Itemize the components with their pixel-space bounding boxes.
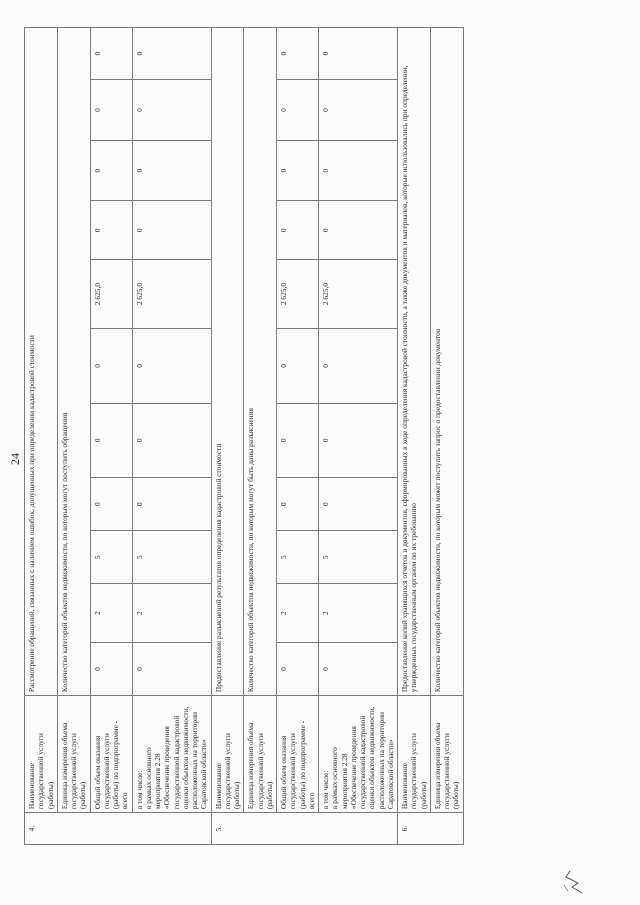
- value-cell: 0: [277, 403, 319, 477]
- value-cell: 0: [132, 329, 211, 403]
- table-row: [277, 28, 319, 845]
- table-row: [132, 28, 211, 845]
- row-label: [430, 696, 463, 813]
- table-row: [90, 28, 132, 845]
- row-label: [244, 696, 277, 813]
- merged-description: Количество категорий объектов недвижимости, по которым может поступить запрос о предоставлении документов: [430, 28, 463, 696]
- row-label-line: расположенных на территории: [190, 712, 199, 810]
- row-label-line: государственной кадастровой: [358, 715, 367, 810]
- row-label-line: (работы): [78, 781, 88, 810]
- row-label-line: Саратовской области»: [385, 739, 395, 810]
- row-label-line: государственной услуги: [442, 733, 451, 810]
- merged-description: Количество категорий объектов недвижимости, по которым могут быть даны разъяснения: [244, 28, 277, 696]
- row-label-line: всего: [306, 792, 316, 810]
- value-cell: 5: [277, 531, 319, 584]
- handwritten-mark-icon: [560, 869, 586, 895]
- value-cell: 0: [277, 478, 319, 531]
- value-cell: 0: [319, 201, 398, 260]
- row-label-line: мероприятия 2.28: [339, 753, 349, 810]
- row-label-line: Единица измерения объема: [246, 722, 256, 810]
- row-label-line: (работы) по подпрограмме -: [111, 720, 120, 810]
- value-cell: 2 625,0: [319, 259, 398, 328]
- value-cell: 0: [319, 403, 398, 477]
- row-label-line: государственной услуги: [222, 733, 232, 810]
- row-label: [132, 696, 211, 813]
- row-label-line: государственной услуги: [36, 733, 46, 810]
- row-label-line: (работы): [418, 781, 428, 810]
- row-label-line: всего: [120, 792, 130, 810]
- row-label-line: государственной услуги: [69, 733, 78, 810]
- row-label-line: государственной услуги: [255, 733, 265, 810]
- merged-description: Предоставление разъяснений результатов определения кадастровой стоимости: [211, 28, 244, 696]
- value-cell: 0: [90, 80, 132, 141]
- value-cell: 0: [277, 642, 319, 695]
- row-label: [25, 696, 58, 813]
- value-cell: 0: [90, 403, 132, 477]
- row-label-line: «Обеспечение проведения: [348, 726, 358, 810]
- value-cell: 0: [277, 329, 319, 403]
- row-label-line: оценки объектов недвижимости,: [180, 706, 190, 810]
- table-row: [57, 28, 90, 845]
- section-number: 6.: [398, 813, 464, 845]
- document-table: [24, 27, 464, 845]
- table-row: [211, 28, 244, 845]
- value-cell: 0: [319, 329, 398, 403]
- value-cell: 0: [90, 329, 132, 403]
- value-cell: 0: [90, 140, 132, 201]
- value-cell: 0: [132, 478, 211, 531]
- value-cell: 0: [277, 201, 319, 260]
- value-cell: 0: [319, 140, 398, 201]
- row-label: [319, 696, 398, 813]
- value-cell: 2: [132, 584, 211, 643]
- row-label-line: Единица измерения объема: [59, 722, 69, 810]
- row-label-line: государственной услуги: [101, 733, 111, 810]
- value-cell: 5: [90, 531, 132, 584]
- value-cell: 0: [132, 201, 211, 260]
- row-label-line: государственной услуги: [288, 733, 298, 810]
- value-cell: 2: [90, 584, 132, 643]
- value-cell: 0: [90, 478, 132, 531]
- row-label-line: Единица измерения объема: [432, 722, 442, 810]
- value-cell: 0: [90, 28, 132, 80]
- row-label-line: (работы): [264, 781, 274, 810]
- value-cell: 2: [277, 584, 319, 643]
- row-label: [57, 696, 90, 813]
- value-cell: 0: [132, 28, 211, 80]
- table-row: [319, 28, 398, 845]
- row-label: [277, 696, 319, 813]
- row-label-line: Наименование: [400, 763, 409, 810]
- value-cell: 5: [319, 531, 398, 584]
- row-label-line: в рамках основного: [143, 747, 153, 810]
- table-row: [430, 28, 463, 845]
- row-label-line: Общий объем оказания: [92, 735, 102, 810]
- value-cell: 0: [277, 80, 319, 141]
- row-label-line: в том числе:: [134, 770, 144, 810]
- row-label-line: (работы): [45, 781, 55, 810]
- row-label-line: Общий объем оказания: [279, 735, 288, 810]
- row-label-line: государственной услуги: [409, 733, 419, 810]
- value-cell: 2 625,0: [132, 259, 211, 328]
- row-label-line: «Обеспечение проведения: [162, 726, 172, 810]
- merged-description: Количество категорий объектов недвижимости, по которым могут поступить обращения: [57, 28, 90, 696]
- merged-description: Рассмотрение обращений, связанных с наличием ошибок, допущенных при определении кадастровой стоимости: [25, 28, 58, 696]
- row-label: [398, 696, 431, 813]
- row-label-line: Наименование: [213, 763, 223, 810]
- table-row: [244, 28, 277, 845]
- row-label-line: оценки объектов недвижимости,: [367, 706, 377, 810]
- row-label-line: Наименование: [27, 763, 36, 810]
- value-cell: 0: [132, 403, 211, 477]
- row-label-line: (работы) по подпрограмме -: [297, 720, 307, 810]
- merged-description: Предоставление копий хранящихся отчетов и документов, сформированных в ходе определения кадастровой стоимости, а также документов и материалов, которые использовались при определении, утвержденных государственным органом по их требованию: [398, 28, 431, 696]
- value-cell: 0: [319, 28, 398, 80]
- row-label-line: государственной кадастровой: [171, 715, 181, 810]
- value-cell: 0: [319, 478, 398, 531]
- row-label-line: (работы): [232, 781, 241, 810]
- section-number: 5.: [211, 813, 398, 845]
- table-row: [25, 28, 58, 845]
- value-cell: 0: [132, 642, 211, 695]
- value-cell: 0: [132, 80, 211, 141]
- row-label-line: расположенных на территории: [376, 712, 386, 810]
- section-number: 4.: [25, 813, 212, 845]
- value-cell: 0: [319, 80, 398, 141]
- value-cell: 0: [90, 201, 132, 260]
- row-label: [211, 696, 244, 813]
- row-label-line: (работы): [451, 781, 461, 810]
- row-label: [90, 696, 132, 813]
- value-cell: 5: [132, 531, 211, 584]
- value-cell: 2 625,0: [277, 259, 319, 328]
- value-cell: 2: [319, 584, 398, 643]
- row-label-line: в том числе:: [321, 770, 330, 810]
- value-cell: 0: [319, 642, 398, 695]
- value-cell: 0: [277, 28, 319, 80]
- row-label-line: мероприятия 2.28: [153, 753, 162, 810]
- value-cell: 0: [132, 140, 211, 201]
- row-label-line: Саратовской области»: [199, 739, 209, 810]
- value-cell: 0: [90, 642, 132, 695]
- value-cell: 2 625,0: [90, 259, 132, 328]
- page-number: 24: [8, 453, 22, 465]
- value-cell: 0: [277, 140, 319, 201]
- table-row: [398, 28, 431, 845]
- row-label-line: в рамках основного: [330, 747, 340, 810]
